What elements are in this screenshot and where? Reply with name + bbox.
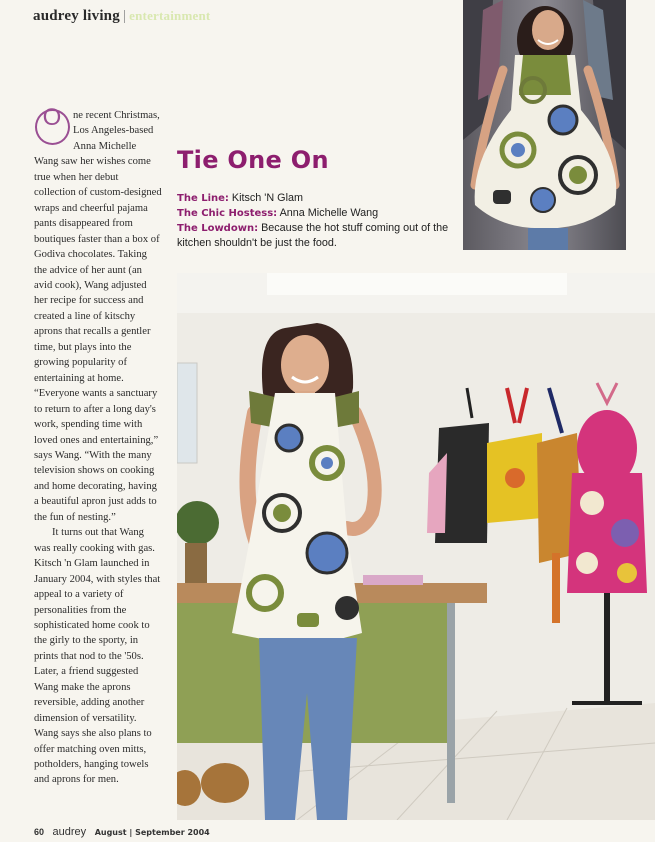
kitchen-photo: [177, 273, 655, 820]
fact-lowdown-label: The Lowdown:: [177, 223, 259, 234]
fact-lowdown-value: Because the hot stuff coming out of the kitchen shouldn't be just the food.: [177, 222, 449, 249]
dropcap-letter: O: [42, 104, 62, 131]
magazine-name: audrey living: [33, 8, 120, 24]
fact-hostess-label: The Chic Hostess:: [177, 208, 278, 219]
paragraph-2: It turns out that Wang was really cooking with gas. Kitsch 'n Glam launched in January 2004, with styles that appeal to a variety of personalities from the sophisticated home cook to the girly to the sporty, in prints that nod to the '50s. Later, a friend suggested Wang make the aprons reversible, adding another dimension of versatility. Wang says she also plans to offer matching oven mitts, potholders, hanging towels and aprons for men.: [34, 527, 161, 786]
issue-date: August | September 2004: [94, 828, 210, 837]
paragraph-1-text: ne recent Christmas, Los Angeles-based Anna Michelle Wang saw her wishes come true when her debut collection of custom-designed wraps and cheerful pajama pants disappeared from boutiques faster than a box of Godiva chocolates. Taking the advice of her aunt (an avid cook), Wang adjusted her recipe for success and created a line of kitschy aprons that recalls a gentler time, but plays into the growing popularity of entertaining at home. “Everyone wants a sanctuary to return to after a long day's work, spending time with loved ones and entertaining,” says Wang. “With the many television shows on cooking and home decorating, having a beautiful apron just adds to the fun of nesting.”: [34, 110, 162, 523]
paragraph-1: [34, 104, 162, 525]
fact-line-value: Kitsch 'N Glam: [231, 192, 303, 204]
fact-hostess: [177, 206, 457, 221]
article-title: Tie One On: [177, 146, 329, 174]
fact-line-label: The Line:: [177, 193, 229, 204]
magazine-header: [33, 8, 210, 25]
page-number: 60: [34, 827, 45, 837]
footer-magazine: audrey: [52, 826, 87, 838]
section-name: entertainment: [129, 8, 211, 23]
article-body: [34, 104, 162, 788]
fact-box: [177, 191, 457, 251]
header-separator: |: [122, 8, 127, 24]
dropcap: [34, 104, 70, 144]
apron-model-photo: [463, 0, 626, 250]
fact-lowdown: [177, 221, 457, 251]
fact-line: [177, 191, 457, 206]
fact-hostess-value: Anna Michelle Wang: [279, 207, 379, 219]
page-footer: [34, 826, 210, 838]
